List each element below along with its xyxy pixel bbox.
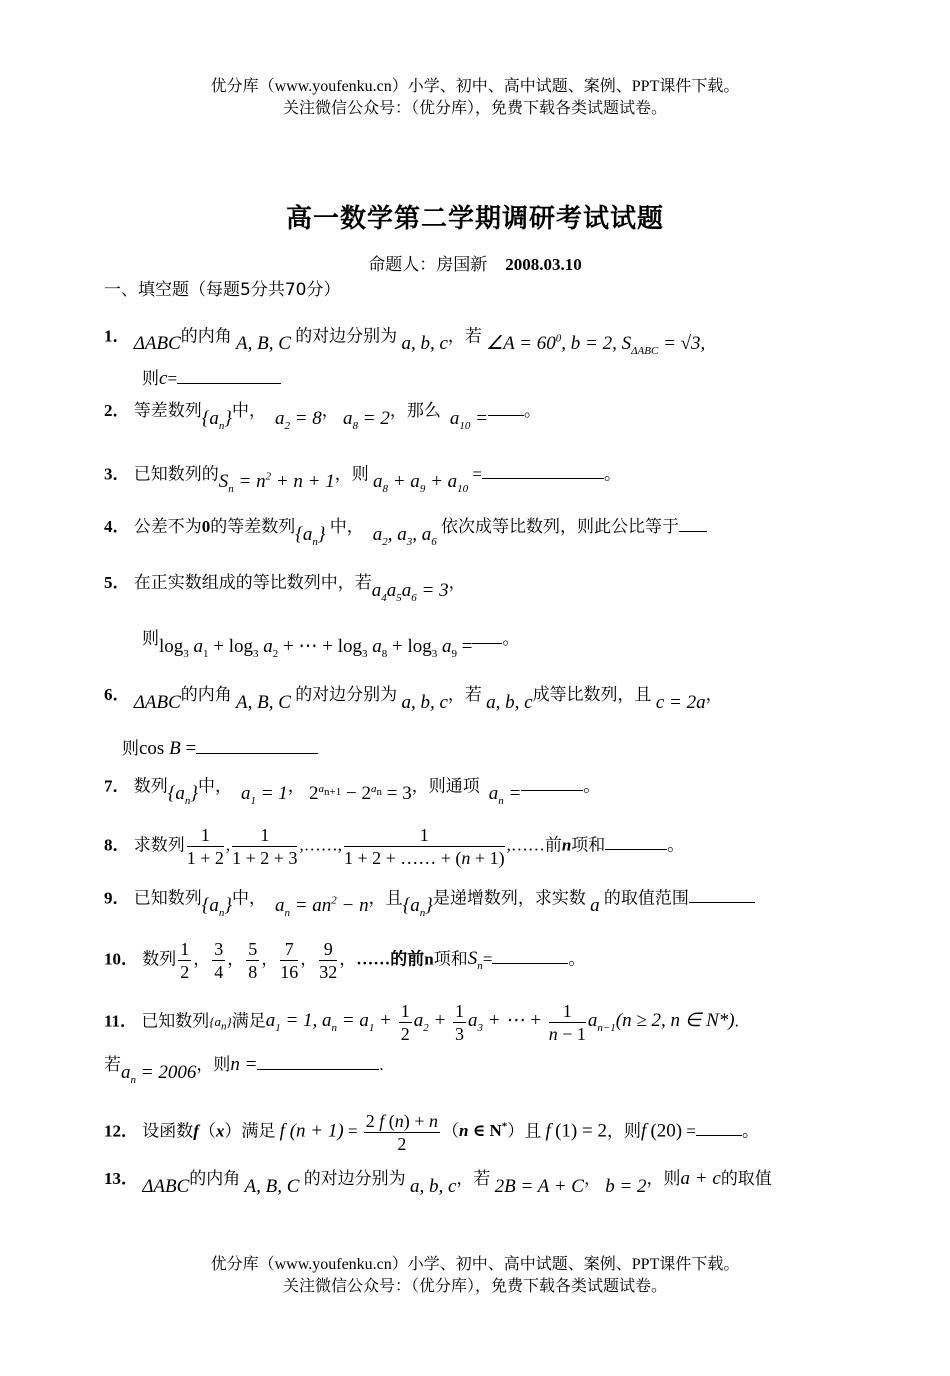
q1-text-b: 的对边分别为 — [295, 326, 398, 346]
q4-text-a: 公差不为 — [133, 517, 202, 536]
answer-blank[interactable] — [605, 833, 667, 850]
q3-text-a: 已知数列的 — [133, 464, 219, 484]
question-number: 13． — [104, 1169, 138, 1188]
q6-text-c: ，若 — [447, 685, 482, 704]
question-2: 2． 等差数列$\{a_n\}$中， $a_2 = 8$， $a_8 = 2$，那么 $a_{10}$ = 。 — [104, 401, 541, 432]
question-number: 7． — [104, 776, 130, 796]
q12-text-a: 设函数 — [142, 1121, 194, 1141]
header-line-2: 关注微信公众号：（优分库），免费下载各类试题试卷。 — [282, 100, 667, 117]
q13-text-a: 的内角 — [189, 1169, 241, 1188]
q9-text-a: 已知数列 — [133, 888, 202, 908]
q5-text-a: 在正实数组成的等比数列中，若 — [133, 573, 372, 592]
q13-text-d: 的取值 — [720, 1169, 772, 1188]
answer-blank[interactable] — [177, 367, 281, 384]
answer-blank[interactable] — [488, 399, 524, 416]
q4-zero: 0 — [201, 517, 211, 536]
answer-blank[interactable] — [196, 737, 318, 754]
question-12: 12． 设函数f（x）满足 f (n + 1) = $\frac{2 f (n) + n}{2}$ （n ∈ N*）且 f (1) = 2，则f (20) = 。 — [104, 1111, 759, 1154]
question-number: 2． — [104, 401, 130, 420]
footer-line-2: 关注微信公众号：（优分库），免费下载各类试题试卷。 — [282, 1278, 667, 1295]
q8-text-a: 求数列 — [133, 835, 185, 855]
question-number: 12． — [104, 1121, 138, 1141]
q10-period: 。 — [568, 949, 586, 969]
q6-text-a: 的内角 — [180, 685, 232, 704]
q3-period: 。 — [603, 464, 621, 484]
q1-then: 则 — [142, 369, 159, 388]
exam-date: 2008.03.10 — [505, 255, 582, 274]
q10-text-c: 项和 — [433, 949, 468, 969]
question-number: 6． — [104, 685, 130, 704]
question-number: 9． — [104, 888, 130, 908]
question-number: 8． — [104, 835, 130, 855]
question-10: 10． 数列 $\frac{1}{2}$ ， $\frac{3}{4}$ ， $\frac{5}{8}$ ， $\frac{7}{16}$ ， $\frac{9}{32}$ ，……的前n项和$S_n=$ 。 — [104, 939, 586, 982]
q13-then: ，则 — [646, 1169, 681, 1188]
question-7: 7． 数列$\{a_n\}$中， $a_1 = 1$， $2^{a_{n+1}} - 2^{a_n} = 3$，则通项 $a_n$ = 。 — [104, 776, 601, 808]
answer-blank[interactable] — [679, 515, 707, 532]
q12-text-c: 且 — [524, 1121, 542, 1141]
question-number: 3． — [104, 464, 130, 484]
question-13: 13． ΔABC的内角 A, B, C 的对边分别为 a, b, c，若 2B = A + C， b = 2，则a + c的取值 — [104, 1168, 772, 1197]
q4-text-b: 的等差数列 — [210, 517, 296, 536]
q10-text-b: ……的前 — [356, 949, 425, 969]
section-heading: 一、填空题（每题5分共70分） — [104, 280, 341, 300]
q12-then: ，则 — [606, 1121, 641, 1141]
q4-text-d: 依次成等比数列，则此公比等于 — [440, 517, 679, 536]
q11-text-a: 已知数列 — [141, 1011, 210, 1031]
question-5: 5． 在正实数组成的等比数列中，若$a_4a_5a_6 = 3$， — [104, 573, 466, 604]
q10-n: n — [424, 949, 434, 969]
question-number: 10． — [104, 949, 138, 969]
q9-text-d: 是递增数列，求实数 — [432, 888, 586, 908]
q7-text-b: 中， — [197, 776, 232, 796]
q11-if: 若 — [104, 1055, 121, 1074]
question-number: 11． — [104, 1011, 138, 1031]
q6-then: 则 — [122, 739, 139, 758]
q5-then: 则 — [142, 629, 159, 648]
page-title: 高一数学第二学期调研考试试题 — [285, 204, 664, 234]
q12-text-b: 满足 — [241, 1121, 276, 1141]
question-number: 5． — [104, 573, 130, 592]
question-6-answer: 则cos B = — [122, 736, 318, 762]
q7-period: 。 — [583, 776, 601, 796]
q10-text-a: 数列 — [142, 949, 177, 969]
q6-text-d: 成等比数列，且 — [532, 685, 652, 704]
q2-period: 。 — [523, 401, 541, 420]
q1-text-c: ，若 — [447, 326, 482, 346]
header-line-1: 优分库（www.youfenku.cn）小学、初中、高中试题、案例、PPT课件下载。 — [210, 78, 740, 95]
question-8: 8． 求数列 $\frac{1}{1 + 2}$ , $\frac{1}{1 + 2 + 3}$ ,……, $\frac{1}{1 + 2 + \dots\dots + (n + 1)}$ ,……前n项和 。 — [104, 825, 685, 868]
q7-text-a: 数列 — [133, 776, 168, 796]
q12-period: 。 — [741, 1121, 759, 1141]
question-number: 1． — [104, 326, 130, 346]
question-6: 6． ΔABC的内角 A, B, C 的对边分别为 a, b, c，若 a, b, c成等比数列，且 c = 2a， — [104, 685, 723, 713]
answer-blank[interactable] — [696, 1119, 742, 1136]
answer-blank[interactable] — [482, 462, 604, 479]
q13-text-c: ，若 — [456, 1169, 491, 1188]
q11-then: ，则 — [196, 1055, 231, 1074]
q8-text-c: 项和 — [571, 835, 606, 855]
q7-text-c: ，则通项 — [411, 776, 480, 796]
q1-text-a: 的内角 — [180, 326, 232, 346]
question-3: 3． 已知数列的$S_n = n^2 + n + 1$，则 $a_8 + a_9 + a_{10}$ = 。 — [104, 464, 621, 496]
answer-blank[interactable] — [257, 1053, 379, 1070]
q4-text-c: 中， — [329, 517, 364, 536]
footer-line-1: 优分库（www.youfenku.cn）小学、初中、高中试题、案例、PPT课件下载。 — [210, 1256, 740, 1273]
q11-text-b: 满足 — [231, 1011, 266, 1031]
q9-text-b: 中， — [231, 888, 266, 908]
q5-period: 。 — [502, 629, 520, 648]
question-11: 11． 已知数列$\{a_n\}$满足$a_1 = 1$, $a_n = a_1$ + $\frac{1}{2}$ $a_2$ + $\frac{1}{3}$ $a_3$ + ⋯ + $\frac{1}{n - 1}$ $a_{n-1}(n \ge 2$, n ∈ N*). — [104, 1001, 739, 1044]
q6-text-b: 的对边分别为 — [295, 685, 398, 704]
q8-period: 。 — [667, 835, 685, 855]
question-1-answer: 则c= — [142, 366, 281, 392]
q8-text-b: 前 — [544, 835, 562, 855]
q13-text-b: 的对边分别为 — [303, 1169, 406, 1188]
q3-text-b: ，则 — [334, 464, 369, 484]
author-label: 命题人：房国新 — [368, 255, 488, 274]
question-5-answer: 则$\log_3 a_1 + \log_3 a_2$ + ⋯ + $\log_3 a_8 + \log_3 a_9$ = 。 — [142, 629, 520, 660]
q9-text-c: ，且 — [368, 888, 403, 908]
question-11-answer: 若$a_n = 2006$，则n = . — [104, 1054, 384, 1086]
q9-text-e: 的取值范围 — [603, 888, 689, 908]
q2-text-b: 中， — [231, 401, 266, 420]
question-number: 4． — [104, 517, 130, 536]
question-9: 9． 已知数列$\{a_n\}$中， $a_n = an^2 - n$，且$\{a_n\}$是递增数列，求实数 a 的取值范围 — [104, 880, 755, 918]
answer-blank[interactable] — [521, 774, 583, 791]
author-line — [0, 250, 950, 275]
question-4: 4． 公差不为0的等差数列$\{a_n\}$ 中， $a_2$, $a_3$, $a_6$ 依次成等比数列，则此公比等于 — [104, 514, 707, 547]
q2-text-c: ，那么 — [389, 401, 441, 420]
q8-n: n — [561, 835, 572, 855]
answer-blank[interactable] — [689, 886, 755, 903]
q2-comma: ， — [321, 401, 339, 420]
answer-blank[interactable] — [492, 947, 568, 964]
question-1: 1． ΔABC的内角 A, B, C 的对边分别为 a, b, c，若 ∠A = $60^0$, b = 2, $S_{\Delta ABC} = √3$, — [104, 326, 706, 358]
answer-blank[interactable] — [472, 627, 502, 644]
q2-text-a: 等差数列 — [133, 401, 202, 420]
